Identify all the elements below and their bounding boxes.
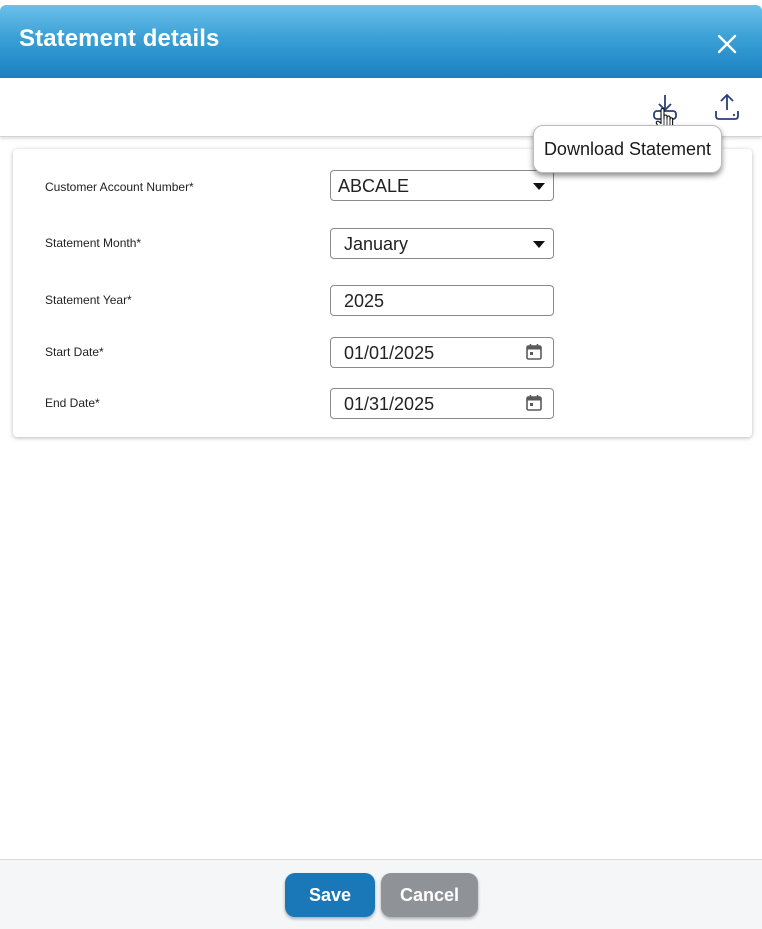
cancel-button[interactable]: Cancel — [381, 873, 478, 917]
end-date-label: End Date* — [45, 396, 100, 410]
statement-year-value: 2025 — [344, 291, 385, 311]
close-button[interactable] — [713, 30, 741, 58]
chevron-down-icon — [533, 241, 545, 248]
statement-month-value: January — [344, 234, 409, 254]
statement-month-label: Statement Month* — [45, 236, 142, 250]
customer-account-number-value: ABCALE — [338, 176, 410, 196]
dialog-title: Statement details — [19, 25, 220, 52]
end-date-value: 01/31/2025 — [344, 394, 435, 414]
dialog-header — [0, 5, 762, 78]
start-date-label: Start Date* — [45, 345, 104, 359]
save-button[interactable]: Save — [285, 873, 375, 917]
end-date-input[interactable] — [330, 388, 554, 419]
start-date-input[interactable] — [330, 337, 554, 368]
calendar-icon[interactable] — [525, 343, 543, 361]
statement-month-select[interactable] — [330, 228, 554, 259]
upload-icon — [712, 92, 742, 122]
statement-year-input[interactable] — [330, 285, 554, 316]
start-date-value: 01/01/2025 — [344, 343, 435, 363]
upload-statement-button[interactable] — [712, 92, 742, 122]
download-statement-tooltip: Download Statement — [533, 125, 722, 173]
dialog-footer — [0, 859, 762, 929]
customer-account-number-label: Customer Account Number* — [45, 180, 194, 194]
close-icon — [713, 30, 741, 58]
chevron-down-icon — [533, 183, 545, 190]
statement-year-label: Statement Year* — [45, 293, 132, 307]
calendar-icon[interactable] — [525, 394, 543, 412]
customer-account-number-select[interactable] — [330, 170, 554, 201]
